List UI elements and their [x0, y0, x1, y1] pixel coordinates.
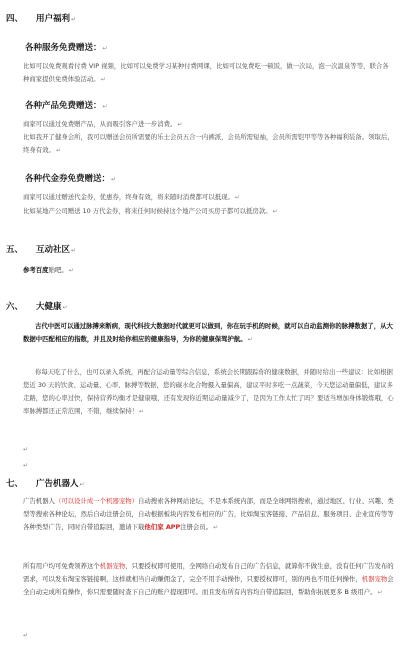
paragraph-text: 你每天吃了什么，也可以录入系统，再配合运动量等综合信息，系统会长期跟踪你的健康数据，并随时给出一些建议：比如根据您近 30 天的饮食、运动量、心率、脉搏等数据，您的碳水化合物摄入量偏高，建议平时多吃一点蔬菜，今天您运动量偏低，建议多走路，您的心率过快，保持营养均衡才是健康哦，还有发现你近期运动量减少了，是因为工作太忙了吗？要适当增加身体锻炼哦，心率脉搏都还正常范围，不错，继续保持！: [23, 368, 394, 415]
paragraph-mark: ↵: [71, 16, 77, 23]
paragraph-text: 比如可以免费观看付费 VIP 视频，比如可以免费学习某种付费网课，比如可以免费吃一顿饭，做一次局，泡一次温泉等等，联合各种商家提供免费体验活动。: [23, 62, 389, 83]
section-number: 五、: [6, 245, 24, 255]
subheading-text: 各种产品免费赠送：: [25, 101, 102, 111]
paragraph-mark: ↵: [71, 247, 77, 254]
subheading-service: [25, 41, 108, 53]
paragraph-mark: ↵: [102, 45, 108, 52]
robot-text: 自动搜索各种网站论坛，不是本系统内部，而是全球网络搜索，通过地区、行业、兴趣、类型等搜索各种论坛，然后自动注册会员，自动根据板块内容发布相应的广告，比如淘宝客链接、产品信息、服务项目、企业宣传等等各种类型广告，同时自带追踪回，邀请下载: [23, 497, 394, 531]
community-reference: 参考百度: [23, 266, 49, 274]
paragraph-mark: ↵: [100, 76, 106, 83]
paragraph-health-2: [23, 366, 395, 418]
paragraph-mark: ↵: [55, 147, 61, 154]
paragraph-text: 比如我开了健身会所，我可以赠送会员所需要的乐士会员五合一内裤派，会员所需短袖，会员所需铠甲等等各种福利装备。领取后，终身有效。: [23, 133, 394, 154]
paragraph-mark: ↵: [177, 121, 183, 128]
paragraph-mark: ↵: [23, 462, 29, 469]
paragraph-mark: ↵: [23, 632, 29, 639]
section-title: 互动社区: [36, 245, 71, 255]
robot-highlight: 机器宠物: [361, 575, 388, 583]
paragraph-health-1: [23, 320, 395, 346]
robot-text: 广告机器人: [23, 497, 55, 505]
paragraph-mark: ↵: [247, 336, 253, 343]
robot-text: ，只要授权即可使用，全网络自动发布自己的广告信息，就算你不做生意，没有任何广告发布的需求，可以发布淘宝客链接啊，这样就相当自动赚佣金了，完全不用手动操作，只要授权即可，别的再也不用任何操作，: [23, 562, 394, 583]
paragraph-text: 比如某地产公司赠送 10 万代金券，将来任何时候持这个地产公司买房子都可以抵房款。: [23, 207, 272, 215]
paragraph-robot-2: [23, 560, 395, 599]
paragraph-text: 古代中医可以通过脉搏来断病，现代科技大数据时代就更可以做到，你在玩手机的时候，就可以自动监测你的脉搏数据了，从大数据中匹配相应的指数，并且及时给你相应的健康指导，为你的健康保驾护航。: [23, 322, 393, 343]
paragraph-mark: ↵: [234, 194, 240, 201]
subheading-text: 各种代金券免费赠送：: [25, 174, 111, 184]
paragraph-mark: ↵: [68, 267, 74, 274]
paragraph-mark: ↵: [23, 446, 29, 453]
paragraph-mark: ↵: [139, 408, 145, 415]
community-text: 贴吧。: [48, 266, 68, 274]
section-number: 四、: [6, 14, 24, 24]
robot-highlight: 机器宠物: [99, 562, 126, 570]
paragraph-robot-1: [23, 495, 395, 534]
section-title: 用户福利: [36, 14, 71, 24]
subheading-voucher: [25, 172, 116, 184]
subheading-product: [25, 99, 108, 111]
robot-highlight: （可以设计成一个机器宠物）: [54, 497, 139, 505]
paragraph-product-1: [23, 118, 395, 131]
paragraph-community: [23, 264, 395, 277]
paragraph-mark: ↵: [111, 176, 117, 183]
section-heading-community: [6, 243, 76, 255]
paragraph-text: 商家可以通过免费赠产品，从而吸引客户进一步消费。: [23, 120, 177, 128]
paragraph-voucher-2: [23, 205, 395, 218]
paragraph-mark: ↵: [213, 524, 219, 531]
paragraph-mark: ↵: [102, 103, 108, 110]
section-heading-welfare: [6, 12, 76, 24]
section-title: 广告机器人: [36, 479, 79, 489]
robot-text: 所有用户均可免费领养这个: [23, 562, 100, 570]
paragraph-voucher-1: [23, 191, 395, 204]
paragraph-mark: ↵: [79, 481, 85, 488]
paragraph-service: [23, 60, 395, 86]
paragraph-product-2: [23, 131, 395, 157]
paragraph-text: 商家可以通过赠送代金券，优惠券，终身有效，将来随时消费都可以抵现。: [23, 193, 234, 201]
section-heading-health: [6, 300, 68, 312]
section-number: 六、: [6, 302, 24, 312]
robot-text: 注册会员。: [180, 523, 213, 531]
robot-text: 会全自动完成所有操作，你只需要随时查下自己的账户提现即可。而且发布所有内容均自带追踪回，帮助你拓展更多 B 级用户。: [23, 575, 394, 596]
section-title: 大健康: [36, 302, 62, 312]
section-heading-ad-robot: [6, 477, 85, 489]
paragraph-mark: ↵: [377, 589, 383, 596]
section-number: 七、: [6, 479, 24, 489]
robot-highlight-app: 他们家 APP: [144, 523, 181, 531]
subheading-text: 各种服务免费赠送：: [25, 43, 102, 53]
paragraph-mark: ↵: [272, 208, 278, 215]
paragraph-mark: ↵: [62, 304, 68, 311]
